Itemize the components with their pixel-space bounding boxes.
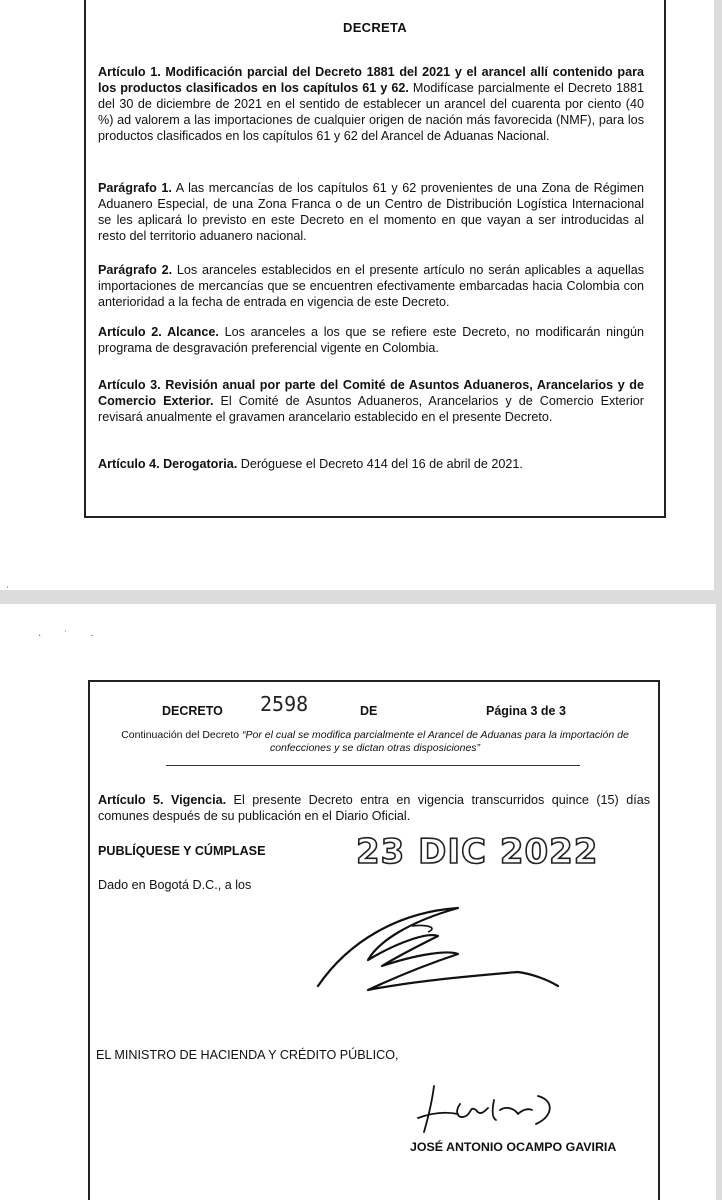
minister-name: JOSÉ ANTONIO OCAMPO GAVIRIA — [410, 1140, 617, 1154]
article-2-body: Los aranceles a los que se refiere este Decreto, no modificarán ningún programa de desgravación preferencial vigente en Colombia. — [98, 325, 644, 355]
article-1 — [98, 64, 644, 144]
dado-en-label: Dado en Bogotá D.C., a los — [98, 878, 252, 892]
decreta-heading: DECRETA — [343, 20, 407, 35]
article-1-heading: Artículo 1. Modificación parcial del Decreto 1881 del 2021 y el arancel allí contenido para los productos clasificados en los capítulos 61 y 62. — [98, 65, 644, 95]
decreto-number: 2598 — [260, 692, 309, 716]
article-3 — [98, 377, 644, 425]
article-1-body: Modifícase parcialmente el Decreto 1881 del 30 de diciembre de 2021 en el sentido de establecer un arancel del cuarenta por ciento (40 %) ad valorem a las importaciones de cualquier origen de nación más favorecida (NMF), para los productos clasificados en los capítulos 61 y 62 del Arancel de Aduanas Nacional. — [98, 81, 644, 143]
page-number-label: Página 3 de 3 — [486, 704, 566, 718]
page-border — [88, 680, 660, 1200]
article-5-heading: Artículo 5. Vigencia. — [98, 793, 227, 807]
scan-speck: ˌ — [6, 578, 10, 589]
paragraph-1 — [98, 180, 644, 244]
de-label: DE — [360, 704, 378, 718]
publiquese-label: PUBLÍQUESE Y CÚMPLASE — [98, 844, 266, 858]
page-border — [84, 0, 666, 518]
continuation-prefix: Continuación del Decreto — [121, 729, 243, 741]
scan-specks: · ˙ · — [38, 630, 104, 641]
article-3-heading: Artículo 3. Revisión anual por parte del Comité de Asuntos Aduaneros, Arancelarios y de Comercio Exterior. — [98, 378, 644, 408]
continuation-title: “Por el cual se modifica parcialmente el Arancel de Aduanas para la importación de confecciones y se dictan otras disposiciones” — [242, 729, 629, 754]
continuation-line — [120, 729, 630, 755]
paragraph-2-heading: Parágrafo 2. — [98, 263, 173, 277]
minister-title: EL MINISTRO DE HACIENDA Y CRÉDITO PÚBLICO, — [96, 1048, 399, 1062]
article-4-heading: Artículo 4. Derogatoria. — [98, 457, 238, 471]
date-stamp: 23 DIC 2022 — [356, 832, 599, 872]
minister-signature — [414, 1082, 564, 1138]
article-4 — [98, 456, 644, 472]
president-signature — [308, 902, 568, 1012]
article-5-body: El presente Decreto entra en vigencia transcurridos quince (15) días comunes después de su publicación en el Diario Oficial. — [98, 793, 650, 823]
article-4-body: Deróguese el Decreto 414 del 16 de abril de 2021. — [237, 457, 523, 471]
header-rule — [166, 765, 580, 766]
paragraph-1-body: A las mercancías de los capítulos 61 y 62 provenientes de una Zona de Régimen Aduanero Especial, de una Zona Franca o de un Centro de Distribución Logística Internacional se les aplicará lo previsto en este Decreto en el momento en que vayan a ser introducidas al resto del territorio aduanero nacional. — [98, 181, 644, 243]
decreto-label: DECRETO — [162, 704, 223, 718]
article-2-heading: Artículo 2. Alcance. — [98, 325, 219, 339]
document-page-3 — [0, 604, 716, 1200]
paragraph-2-body: Los aranceles establecidos en el presente artículo no serán aplicables a aquellas importaciones de mercancías que se encuentren efectivamente embarcadas hacia Colombia con anterioridad a la fecha de entrada en vigencia de este Decreto. — [98, 263, 645, 309]
paragraph-1-heading: Parágrafo 1. — [98, 181, 172, 195]
paragraph-2 — [98, 262, 644, 310]
document-page-2 — [0, 0, 714, 590]
article-3-body: El Comité de Asuntos Aduaneros, Arancelarios y de Comercio Exterior revisará anualmente el gravamen arancelario establecido en el presente Decreto. — [98, 394, 644, 424]
article-2 — [98, 324, 644, 356]
article-5 — [98, 792, 650, 824]
